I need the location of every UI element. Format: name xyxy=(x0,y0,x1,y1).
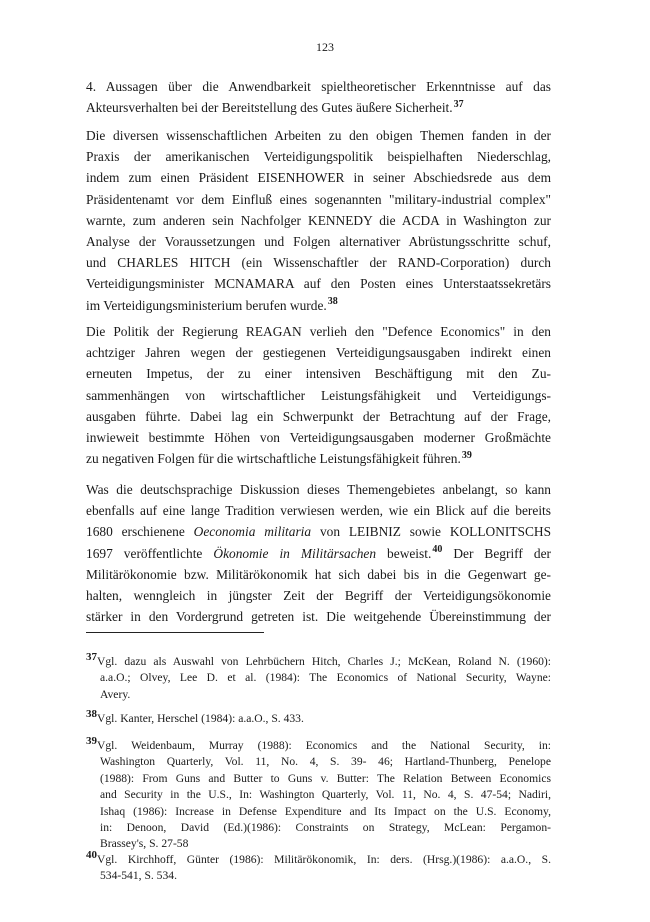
footnote-text: Vgl. Kanter, Herschel (1984): a.a.O., S. 433. xyxy=(97,712,304,725)
footnote-line: Washington Quarterly, Vol. 11, No. 4, S. 39- 46; Hartland-Thunberg, Penelope xyxy=(100,755,551,769)
footnote-line: and Security in the U.S., In: Washington Quarterly, Vol. 11, No. 4, S. 47-54; Nadiri, xyxy=(100,788,551,802)
paragraph-line: ebenfalls auf eine lange Tradition verwiesen werden, wie ein Blick auf die bereits xyxy=(86,503,551,519)
paragraph-3 xyxy=(86,479,551,627)
paragraph-line: Analyse der Voraussetzungen und Folgen alternativer Abrüstungsschritte schuf, xyxy=(86,234,551,250)
footnote-40 xyxy=(86,849,551,885)
footnote-number: 38 xyxy=(86,708,97,721)
paragraph-line: warnte, zum anderen sein Nachfolger KENNEDY die ACDA in Washington zur xyxy=(86,212,551,228)
footnote-ref-37[interactable]: 37 xyxy=(453,98,464,110)
footnote-line xyxy=(86,849,551,868)
footnote-line xyxy=(86,735,551,754)
footnote-37 xyxy=(86,651,551,703)
paragraph-2 xyxy=(86,321,551,469)
paragraph-line: stärker in den Vordergrund getreten ist. Die weitgehende Übereinstimmung der xyxy=(86,609,551,625)
paragraph-text: beweist. xyxy=(376,545,432,561)
paragraph-line: achtziger Jahren wegen der gestiegenen Verteidigungsausgaben indirekt einen xyxy=(86,345,551,361)
page-number: 123 xyxy=(316,40,334,54)
footnote-line xyxy=(86,651,551,670)
paragraph-line: ausgaben führte. Dabei lag ein Schwerpunkt der Betrachtung auf der Frage, xyxy=(86,408,551,424)
paragraph-line xyxy=(86,295,551,316)
paragraph-line: Präsidentenamt vor dem Einfluß eines sogenannten "military-industrial complex" xyxy=(86,191,551,207)
footnote-number: 39 xyxy=(86,735,97,748)
footnote-ref-39[interactable]: 39 xyxy=(461,449,472,461)
footnote-line: (1988): From Guns and Butter to Guns v. Butter: The Relation Between Economics xyxy=(100,771,551,785)
paragraph-line: und CHARLES HITCH (ein Wissenschaftler der RAND-Corporation) durch xyxy=(86,255,551,271)
footnote-ref-38[interactable]: 38 xyxy=(327,296,338,308)
heading-line-text: Akteursverhalten bei der Bereitstellung des Gutes äußere Sicherheit. xyxy=(86,100,453,116)
paragraph-line: Verteidigungsminister MCNAMARA auf den Posten eines Unterstaatssekretärs xyxy=(86,276,551,292)
paragraph-line: erneuten Impetus, der zu einer intensiven Beschäftigung mit den Zu- xyxy=(86,366,551,382)
footnote-ref-40[interactable]: 40 xyxy=(432,544,443,556)
footnote-line: Avery. xyxy=(100,687,131,701)
paragraph-line: Die Politik der Regierung REAGAN verlieh den "Defence Economics" in den xyxy=(86,324,551,339)
footnote-text: Vgl. Weidenbaum, Murray (1988): Economics and the National Security, in: xyxy=(97,739,551,752)
footnote-line: Brassey's, S. 27-58 xyxy=(100,837,189,851)
paragraph-line: Die diversen wissenschaftlichen Arbeiten zu den obigen Themen fanden in der xyxy=(86,128,551,143)
paragraph-line: Was die deutschsprachige Diskussion dieses Themengebietes anbelangt, so kann xyxy=(86,482,551,497)
footnote-line: 534-541, S. 534. xyxy=(100,869,177,883)
footnote-text: Vgl. dazu als Auswahl von Lehrbüchern Hitch, Charles J.; McKean, Roland N. (1960): xyxy=(97,655,551,668)
paragraph-line-text: im Verteidigungsministerium berufen wurde. xyxy=(86,297,327,313)
section-heading xyxy=(86,76,551,118)
paragraph-line xyxy=(86,448,551,469)
paragraph-line: Praxis der amerikanischen Verteidigungspolitik beispielhaften Niederschlag, xyxy=(86,149,551,165)
footnote-39 xyxy=(86,735,551,853)
footnote-line: a.a.O.; Olvey, Lee D. et al. (1984): The Economics of National Security, Wayne: xyxy=(100,671,551,685)
footnote-separator xyxy=(86,632,264,633)
footnote-38 xyxy=(86,708,551,727)
footnote-line: in: Denoon, David (Ed.)(1986): Constraints on Strategy, McLean: Pergamon- xyxy=(100,821,551,835)
paragraph-text: Der Begriff der xyxy=(442,545,551,561)
heading-line: 4. Aussagen über die Anwendbarkeit spieltheoretischer Erkenntnisse auf das xyxy=(86,79,551,94)
paragraph-line xyxy=(86,521,551,542)
paragraph-line: halten, wenngleich in jüngster Zeit der Begriff der Verteidigungsökonomie xyxy=(86,588,551,604)
work-title-oekonomie-in-militaersachen: Ökonomie in Militärsachen xyxy=(213,545,377,561)
footnote-line xyxy=(86,708,551,727)
paragraph-line: inwieweit bestimmte Höhen von Verteidigungsausgaben moderner Großmächte xyxy=(86,430,551,446)
paragraph-line: indem zum einen Präsident EISENHOWER in seiner Abschiedsrede aus dem xyxy=(86,170,551,186)
footnote-text: Vgl. Kirchhoff, Günter (1986): Militärökonomik, In: ders. (Hrsg.)(1986): a.a.O., S. xyxy=(97,853,551,866)
paragraph-line: sammenhängen von wirtschaftlicher Leistungsfähigkeit und Verteidigungs- xyxy=(86,387,551,403)
work-title-oeconomia-militaria: Oeconomia militaria xyxy=(193,524,312,540)
heading-line xyxy=(86,97,551,118)
paragraph-line xyxy=(86,543,551,564)
paragraph-text: 1697 veröffentlichte xyxy=(86,545,214,561)
footnote-number: 40 xyxy=(86,849,97,862)
footnote-number: 37 xyxy=(86,651,97,664)
paragraph-text: 1680 erschienene xyxy=(86,524,194,540)
paragraph-text: von LEIBNIZ sowie KOLLONITSCHS xyxy=(311,524,552,540)
footnote-line: Ishaq (1986): Increase in Defense Expenditure and Its Impact on the U.S. Economy, xyxy=(100,804,551,818)
paragraph-line: Militärökonomie bzw. Militärökonomik hat sich dabei bis in die Gegenwart ge- xyxy=(86,566,551,582)
paragraph-1 xyxy=(86,125,551,316)
paragraph-line-text: zu negativen Folgen für die wirtschaftliche Leistungsfähigkeit führen. xyxy=(86,451,461,467)
